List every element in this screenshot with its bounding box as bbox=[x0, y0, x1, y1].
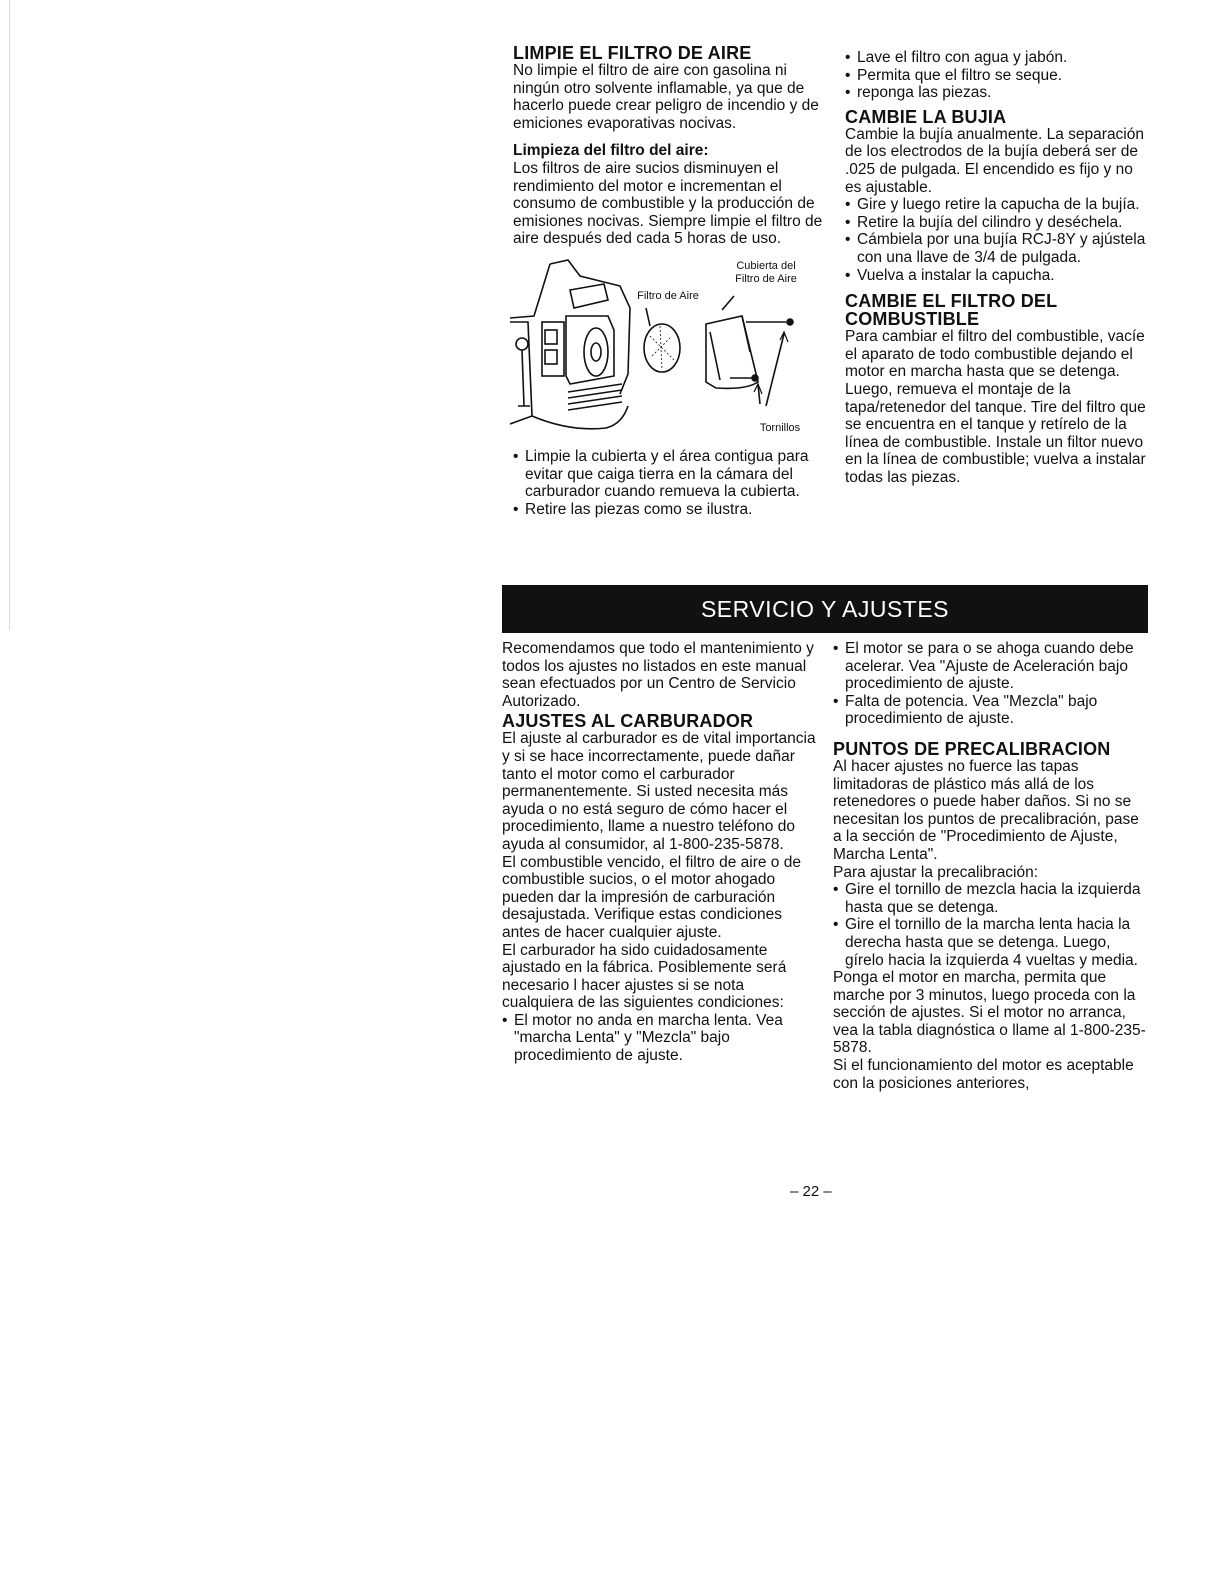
bullets-precalibracion bbox=[833, 881, 1147, 969]
paragraph-carburador-2: El combustible vencido, el filtro de aire o de combustible sucios, o el motor ahogado pueden dar la impresión de carburación desajustada. Verifique estas condiciones antes de hacer cualquier ajuste. bbox=[502, 853, 801, 941]
list-item: • El motor no anda en marcha lenta. Vea "marcha Lenta" y "Mezcla" bajo procedimiento de ajuste. bbox=[502, 1012, 816, 1065]
paragraph-si-funcionamiento: Si el funcionamiento del motor es aceptable con la posiciones anteriores, bbox=[833, 1057, 1134, 1092]
paragraph-para-ajustar: Para ajustar la precalibración: bbox=[833, 863, 1039, 881]
list-item: • Lave el filtro con agua y jabón. bbox=[845, 49, 1151, 67]
paragraph-carburador-1: El ajuste al carburador es de vital importancia y si se hace incorrectamente, puede dañar tanto el motor como el carburador permanentemente. Si usted necesita más ayuda o no está seguro de cómo hacer el procedimiento, llame a nuestro teléfono do ayuda al consumidor, al 1-800-235-5878. bbox=[502, 730, 816, 853]
paragraph-carburador-3: El carburador ha sido cuidadosamente ajustado en la fábrica. Posiblemente será necesario l hacer ajustes si se nota cualquiera de las siguientes condiciones: bbox=[502, 941, 787, 1012]
bullets-condiciones bbox=[502, 1012, 816, 1065]
list-item: • Cámbiela por una bujía RCJ-8Y y ajústela con una llave de 3/4 de pulgada. bbox=[845, 231, 1151, 266]
section-banner: SERVICIO Y AJUSTES bbox=[502, 585, 1148, 633]
list-item: • Retire la bujía del cilindro y deséchela. bbox=[845, 214, 1151, 232]
heading-ajustes-carburador: AJUSTES AL CARBURADOR bbox=[502, 711, 754, 732]
paragraph-combustible: Para cambiar el filtro del combustible, vacíe el aparato de todo combustible dejando el motor en marcha hasta que se detenga. Luego, remueva el montaje de la tapa/retenedor del tanque. Tire del filtro que se encuentra en el tanque y retírelo de la línea de combustible. Instale un filtor nuevo en la línea de combustible; vuelva a instalar todas las piezas. bbox=[845, 328, 1146, 486]
list-item: • Gire el tornillo de la marcha lenta hacia la derecha hasta que se detenga. Luego, gírelo hacia la izquierda 4 vueltas y media. bbox=[833, 916, 1147, 969]
heading-cambie-filtro-combustible: CAMBIE EL FILTRO DEL COMBUSTIBLE bbox=[845, 291, 1058, 330]
label-tornillos: Tornillos bbox=[759, 421, 801, 434]
list-item: • Gire el tornillo de mezcla hacia la izquierda hasta que se detenga. bbox=[833, 881, 1147, 916]
heading-limpieza: Limpieza del filtro del aire: bbox=[513, 142, 709, 160]
heading-puntos-precalibracion: PUNTOS DE PRECALIBRACION bbox=[833, 738, 1111, 759]
heading-limpie-filtro: LIMPIE EL FILTRO DE AIRE bbox=[513, 43, 752, 63]
bullets-lavado bbox=[845, 49, 1151, 102]
list-item: • Limpie la cubierta y el área contigua para evitar que caiga tierra en la cámara del carburador cuando remueva la cubierta. bbox=[513, 448, 825, 501]
label-cubierta: Cubierta del Filtro de Aire bbox=[735, 259, 797, 285]
air-filter-figure bbox=[510, 256, 810, 444]
bullets-condiciones-cont bbox=[833, 640, 1147, 728]
list-item: • El motor se para o se ahoga cuando debe acelerar. Vea "Ajuste de Aceleración bajo procedimiento de ajuste. bbox=[833, 640, 1147, 693]
label-filtro-de-aire: Filtro de Aire bbox=[637, 289, 699, 302]
paragraph-precalibracion: Al hacer ajustes no fuerce las tapas limitadoras de plástico más allá de los retenedores o puede haber daños. Si no se necesitan los puntos de precalibración, pase a la sección de "Procedimiento de Ajuste, Marcha Lenta". bbox=[833, 757, 1139, 863]
page-number: – 22 – bbox=[790, 1183, 832, 1200]
bullets-bujia bbox=[845, 196, 1151, 284]
column-3 bbox=[502, 640, 816, 1065]
paragraph-ponga-motor: Ponga el motor en marcha, permita que marche por 3 minutos, luego proceda con la sección de ajustes. Si el motor no arranca, vea la tabla diagnóstica o llame al 1-800-235-5878. bbox=[833, 969, 1146, 1057]
paragraph-filtro-warning: No limpie el filtro de aire con gasolina ni ningún otro solvente inflamable, ya que de hacerlo puede crear peligro de incendio y de emiciones evaporativas nocivas. bbox=[513, 62, 819, 132]
heading-cambie-bujia: CAMBIE LA BUJIA bbox=[845, 106, 1007, 127]
column-1 bbox=[513, 44, 825, 518]
bullets-cubierta bbox=[513, 448, 825, 518]
paragraph-intro: Recomendamos que todo el mantenimiento y todos los ajustes no listados en este manual sean efectuados por un Centro de Servicio Autorizado. bbox=[502, 640, 814, 710]
list-item: • Permita que el filtro se seque. bbox=[845, 67, 1151, 85]
list-item: • Vuelva a instalar la capucha. bbox=[845, 267, 1151, 285]
column-2 bbox=[845, 49, 1151, 486]
list-item: • reponga las piezas. bbox=[845, 84, 1151, 102]
paragraph-bujia: Cambie la bujía anualmente. La separación de los electrodos de la bujía deberá ser de .025 de pulgada. El encendido es fijo y no es ajustable. bbox=[845, 125, 1144, 196]
column-4 bbox=[833, 640, 1147, 1092]
scan-edge-line bbox=[9, 0, 10, 630]
paragraph-limpieza: Los filtros de aire sucios disminuyen el rendimiento del motor e incrementan el consumo de combustible y la producción de emisiones nocivas. Siempre limpie el filtro de aire después ded cada 5 horas de uso. bbox=[513, 159, 823, 248]
list-item: • Retire las piezas como se ilustra. bbox=[513, 501, 825, 519]
list-item: • Falta de potencia. Vea "Mezcla" bajo procedimiento de ajuste. bbox=[833, 693, 1147, 728]
list-item: • Gire y luego retire la capucha de la bujía. bbox=[845, 196, 1151, 214]
